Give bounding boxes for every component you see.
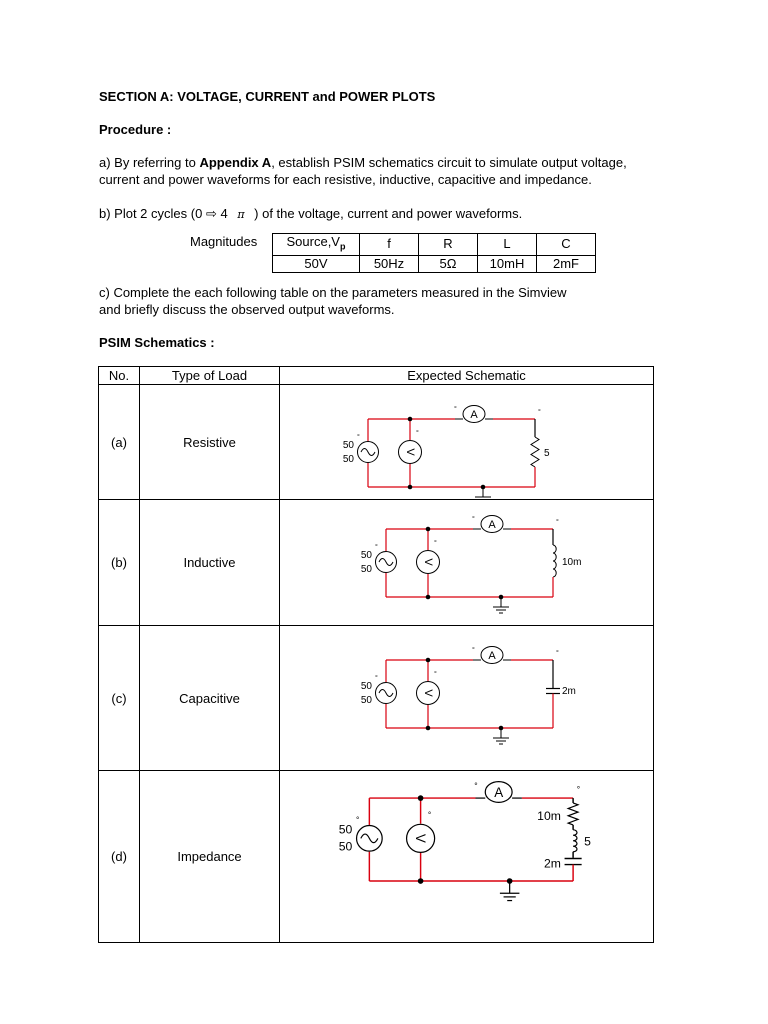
junction-dot: [426, 527, 431, 532]
capacitor-value-label: 2m: [562, 686, 576, 697]
source-frequency-label: 50: [360, 564, 372, 575]
header-no: No.: [99, 367, 140, 385]
step-c-line2: and briefly discuss the observed output waveforms.: [99, 302, 395, 317]
parameter-table: [272, 233, 596, 273]
junction-dot: [408, 417, 413, 422]
param-value-r: 5Ω: [419, 255, 478, 272]
section-title: SECTION A: VOLTAGE, CURRENT and POWER PLOTS: [99, 89, 436, 104]
step-b-prefix: b) Plot 2 cycles (0: [99, 206, 206, 221]
parameter-header-row: [273, 234, 596, 256]
polarity-mark: °: [556, 519, 559, 526]
source-frequency-label: 50: [360, 695, 372, 706]
param-header-l: L: [478, 234, 537, 256]
source-amplitude-label: 50: [360, 550, 372, 561]
polarity-mark: °: [472, 647, 475, 654]
step-a-line1: [99, 154, 627, 171]
voltmeter-symbol: V: [422, 558, 434, 566]
junction-dot: [418, 795, 424, 801]
polarity-mark: °: [474, 780, 478, 791]
junction-dot: [408, 485, 413, 490]
row-no: (d): [99, 771, 140, 943]
row-no: (c): [99, 626, 140, 771]
header-type: Type of Load: [140, 367, 280, 385]
polarity-mark: °: [427, 809, 432, 820]
row-type: Inductive: [140, 500, 280, 626]
resistor-icon: [568, 803, 578, 825]
param-header-r: R: [419, 234, 478, 256]
source-amplitude-label: 50: [338, 822, 353, 837]
circuit-group: [361, 515, 582, 613]
pi-symbol: π: [237, 208, 245, 221]
row-no: (a): [99, 385, 140, 500]
row-no: (b): [99, 500, 140, 626]
source-frequency-label: 50: [342, 454, 354, 465]
polarity-mark: °: [454, 406, 457, 413]
step-b-line: [99, 205, 522, 223]
step-c-line1: c) Complete the each following table on the parameters measured in the Simview: [99, 285, 567, 300]
ammeter-symbol: A: [488, 519, 496, 531]
polarity-mark: °: [375, 675, 378, 682]
resistor-value-label: 5: [544, 448, 550, 459]
ammeter-symbol: A: [488, 650, 496, 662]
inductor-icon: [553, 545, 556, 577]
param-value-l: 10mH: [478, 255, 537, 272]
polarity-mark: °: [538, 409, 541, 416]
sine-wave-icon: [379, 690, 393, 697]
polarity-mark: °: [416, 430, 419, 437]
step-b-suffix: ) of the voltage, current and power waveforms.: [250, 206, 523, 221]
circuit-group: [361, 646, 576, 744]
inductor-value-label: 10m: [537, 809, 561, 824]
polarity-mark: °: [355, 814, 360, 825]
inductor-value-label: 10m: [562, 557, 582, 568]
sine-wave-icon: [361, 449, 375, 456]
polarity-mark: °: [434, 540, 437, 547]
step-a-prefix: a) By referring to: [99, 155, 200, 170]
polarity-mark: °: [434, 671, 437, 678]
voltmeter-symbol: V: [422, 689, 434, 697]
parameter-value-row: [273, 255, 596, 272]
voltmeter-symbol: V: [413, 833, 429, 843]
param-value-source: 50V: [273, 255, 360, 272]
param-header-c: C: [537, 234, 596, 256]
schematics-header-row: [99, 367, 654, 385]
circuit-group: [339, 780, 591, 900]
psim-heading: PSIM Schematics :: [99, 335, 215, 350]
table-row: [99, 500, 654, 626]
junction-dot: [426, 658, 431, 663]
impedance-schematic: [280, 771, 653, 942]
schematics-table: [98, 366, 654, 943]
ammeter-symbol: A: [494, 784, 504, 800]
polarity-mark: °: [576, 783, 581, 794]
junction-dot: [418, 878, 424, 884]
procedure-heading: Procedure :: [99, 122, 172, 137]
polarity-mark: °: [556, 650, 559, 657]
schematic-cell: [280, 385, 654, 500]
inductive-schematic: [280, 500, 653, 625]
schematic-cell: [280, 500, 654, 626]
row-type: Capacitive: [140, 626, 280, 771]
source-frequency-label: 50: [338, 839, 353, 854]
capacitor-value-label: 2m: [543, 856, 561, 871]
step-a-suffix: , establish PSIM schematics circuit to simulate output voltage,: [271, 155, 627, 170]
polarity-mark: °: [472, 516, 475, 523]
source-amplitude-label: 50: [360, 681, 372, 692]
arrow-icon: ⇨: [205, 206, 217, 221]
row-type: Resistive: [140, 385, 280, 500]
voltmeter-symbol: V: [404, 448, 416, 456]
param-value-c: 2mF: [537, 255, 596, 272]
inductor-icon: [573, 830, 577, 852]
source-amplitude-label: 50: [342, 440, 354, 451]
step-b-mid: 4: [216, 206, 232, 221]
param-header-f: f: [360, 234, 419, 256]
junction-dot: [426, 726, 431, 731]
schematic-cell: [280, 771, 654, 943]
schematic-cell: [280, 626, 654, 771]
table-row: [99, 385, 654, 500]
polarity-mark: °: [357, 434, 360, 441]
step-a-line2: current and power waveforms for each resistive, inductive, capacitive and impedance.: [99, 172, 592, 187]
step-a-appendix: Appendix A: [199, 155, 272, 170]
capacitive-schematic: [280, 626, 653, 770]
table-row: [99, 626, 654, 771]
resistive-schematic: [280, 385, 653, 499]
row-type: Impedance: [140, 771, 280, 943]
circuit-group: [343, 405, 550, 499]
resistor-value-label: 5: [584, 834, 591, 849]
magnitudes-label: Magnitudes: [190, 234, 258, 249]
polarity-mark: °: [375, 544, 378, 551]
param-header-source: $Source,V_p$: [273, 234, 360, 256]
table-row: [99, 771, 654, 943]
param-value-f: 50Hz: [360, 255, 419, 272]
resistor-icon: [531, 437, 539, 467]
header-schematic: Expected Schematic: [280, 367, 654, 385]
sine-wave-icon: [361, 834, 378, 843]
sine-wave-icon: [379, 559, 393, 566]
junction-dot: [426, 595, 431, 600]
ammeter-symbol: A: [470, 409, 478, 421]
